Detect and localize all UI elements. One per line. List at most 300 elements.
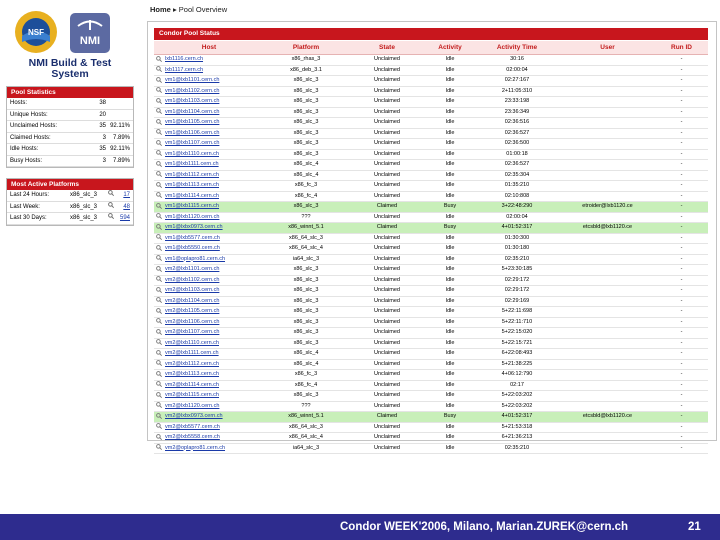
host-link[interactable]: vm2@lxbx0973.cern.ch: [165, 413, 223, 419]
platform-row: [7, 202, 133, 214]
cell-activity: Idle: [426, 233, 474, 244]
host-link[interactable]: vm2@lxb1112.cern.ch: [165, 360, 219, 367]
cell-activity: Idle: [426, 170, 474, 181]
search-icon[interactable]: [156, 245, 162, 251]
cell-platform: x86_slc_3: [264, 328, 348, 339]
cell-user: etroider@lxb1120.ce: [560, 202, 655, 213]
cell-time: 5+22:03:202: [474, 401, 560, 412]
cell-time: 2+11:05:310: [474, 86, 560, 97]
cell-state: Unclaimed: [348, 55, 426, 66]
cell-user: [560, 433, 655, 444]
cell-host: [154, 317, 264, 328]
cell-state: Claimed: [348, 223, 426, 234]
cell-user: [560, 86, 655, 97]
cell-activity: Idle: [426, 328, 474, 339]
host-link[interactable]: lxb1117.cern.ch: [165, 66, 204, 73]
table-row: [154, 359, 708, 370]
table-row: [154, 401, 708, 412]
cell-platform: x86_slc_3: [264, 317, 348, 328]
table-row: [154, 107, 708, 118]
search-icon[interactable]: [156, 308, 162, 314]
host-link[interactable]: vm2@lxb1105.cern.ch: [165, 308, 220, 314]
cell-time: 02:29:169: [474, 296, 560, 307]
breadcrumb-current: Pool Overview: [178, 5, 228, 14]
search-icon[interactable]: [156, 329, 162, 335]
platform-count-link[interactable]: 17: [123, 192, 130, 198]
cell-run: -: [655, 181, 708, 192]
cell-platform: ia64_slc_3: [264, 443, 348, 454]
column-header[interactable]: Host: [154, 41, 264, 55]
cell-host: [154, 244, 264, 255]
column-header[interactable]: Platform: [264, 41, 348, 55]
logo-line-1: NMI Build & Test: [28, 57, 112, 69]
pool-overview-panel: [147, 21, 717, 451]
search-icon[interactable]: [156, 423, 162, 429]
cell-activity: Idle: [426, 380, 474, 391]
cell-run: -: [655, 391, 708, 402]
stat-label: Unique Hosts:: [10, 111, 48, 118]
search-icon[interactable]: [156, 392, 162, 398]
cell-activity: Idle: [426, 443, 474, 454]
host-link[interactable]: vm1@lxb5550.cern.ch: [165, 245, 220, 251]
host-link[interactable]: vm1@oplapro81.cern.ch: [165, 255, 226, 262]
cell-platform: x86_slc_3: [264, 118, 348, 129]
cell-time: 02:17: [474, 380, 560, 391]
cell-time: 02:35:210: [474, 443, 560, 454]
cell-run: -: [655, 401, 708, 412]
stat-percent: 7.89%: [112, 157, 130, 164]
cell-user: [560, 76, 655, 87]
host-link[interactable]: vm1@lxb1111.cern.ch: [165, 161, 219, 167]
host-link[interactable]: vm2@lxb1120.cern.ch: [165, 402, 220, 409]
cell-activity: Idle: [426, 107, 474, 118]
cell-state: Unclaimed: [348, 391, 426, 402]
host-link[interactable]: vm1@lxb1106.cern.ch: [165, 129, 220, 136]
cell-platform: x86_slc_3: [264, 202, 348, 213]
column-header[interactable]: Activity Time: [474, 41, 560, 55]
cell-platform: x86_slc_4: [264, 349, 348, 360]
cell-user: [560, 254, 655, 265]
cell-host: [154, 380, 264, 391]
cell-host: [154, 191, 264, 202]
cell-platform: x86_fc_4: [264, 191, 348, 202]
column-header[interactable]: Activity: [426, 41, 474, 55]
search-icon[interactable]: [156, 203, 162, 209]
search-icon[interactable]: [156, 182, 162, 188]
host-link[interactable]: vm1@lxb1102.cern.ch: [165, 87, 220, 94]
search-icon[interactable]: [156, 318, 162, 324]
table-row: [154, 433, 708, 444]
search-icon[interactable]: [156, 371, 162, 377]
cell-time: 4+01:52:317: [474, 223, 560, 234]
cell-host: [154, 233, 264, 244]
cell-time: 5+21:38:225: [474, 359, 560, 370]
cell-host: [154, 107, 264, 118]
cell-host: [154, 128, 264, 139]
cell-activity: Idle: [426, 244, 474, 255]
host-link[interactable]: vm2@lxb1110.cern.ch: [165, 339, 219, 346]
host-link[interactable]: vm1@lxb1115.cern.ch: [165, 203, 219, 209]
search-icon[interactable]: [156, 66, 162, 72]
cell-activity: Idle: [426, 307, 474, 318]
host-link[interactable]: vm1@lxb1114.cern.ch: [165, 192, 219, 199]
stat-label: Unclaimed Hosts:: [10, 123, 58, 129]
cell-run: -: [655, 307, 708, 318]
host-link[interactable]: vm1@lxb1113.cern.ch: [165, 182, 219, 188]
stat-value: 3: [102, 134, 106, 141]
cell-time: 23:33:198: [474, 97, 560, 108]
search-icon[interactable]: [156, 266, 162, 272]
cell-time: 5+22:15:721: [474, 338, 560, 349]
table-row: [154, 338, 708, 349]
cell-time: 30:16: [474, 55, 560, 66]
cell-activity: Idle: [426, 401, 474, 412]
host-link[interactable]: vm2@lxb1113.cern.ch: [165, 371, 219, 377]
logo-line-2: System: [51, 68, 89, 80]
table-row: [154, 76, 708, 87]
cell-state: Unclaimed: [348, 65, 426, 76]
stat-row: [7, 144, 133, 156]
table-row: [154, 55, 708, 66]
cell-host: [154, 307, 264, 318]
cell-state: Unclaimed: [348, 149, 426, 160]
cell-user: [560, 181, 655, 192]
cell-state: Unclaimed: [348, 86, 426, 97]
host-link[interactable]: vm2@lxb5577.cern.ch: [165, 423, 220, 430]
cell-activity: Idle: [426, 76, 474, 87]
stat-row: [7, 110, 133, 122]
cell-host: [154, 139, 264, 150]
cell-activity: Idle: [426, 317, 474, 328]
cell-time: 5+23:30:185: [474, 265, 560, 276]
search-icon[interactable]: [156, 98, 162, 104]
cell-state: Unclaimed: [348, 170, 426, 181]
table-row: [154, 233, 708, 244]
platform-name: x86_slc_3: [70, 192, 98, 198]
cell-host: [154, 328, 264, 339]
cell-run: -: [655, 118, 708, 129]
cell-platform: x86_slc_3: [264, 275, 348, 286]
search-icon[interactable]: [156, 171, 162, 177]
cell-user: [560, 128, 655, 139]
cell-state: Unclaimed: [348, 359, 426, 370]
host-link[interactable]: vm1@lxbx0973.cern.ch: [165, 224, 223, 230]
cell-run: -: [655, 223, 708, 234]
cell-user: [560, 317, 655, 328]
cell-user: [560, 97, 655, 108]
cell-run: -: [655, 128, 708, 139]
cell-time: 6+22:08:493: [474, 349, 560, 360]
cell-state: Unclaimed: [348, 107, 426, 118]
cell-time: 4+01:52:317: [474, 412, 560, 423]
table-row: [154, 412, 708, 423]
host-link[interactable]: vm1@lxb1104.cern.ch: [165, 108, 220, 115]
cell-state: Unclaimed: [348, 244, 426, 255]
cell-time: 5+22:11:698: [474, 307, 560, 318]
host-link[interactable]: vm2@lxb1106.cern.ch: [165, 318, 220, 325]
search-icon[interactable]: [156, 350, 162, 356]
cell-host: [154, 286, 264, 297]
search-icon[interactable]: [156, 150, 162, 156]
stat-percent: 92.11%: [110, 123, 130, 129]
host-link[interactable]: vm1@lxb5577.cern.ch: [165, 234, 220, 241]
search-icon[interactable]: [156, 276, 162, 282]
search-icon[interactable]: [156, 224, 162, 230]
table-row: [154, 275, 708, 286]
logo-title: [6, 58, 134, 80]
cell-activity: Idle: [426, 391, 474, 402]
column-header[interactable]: User: [560, 41, 655, 55]
cell-state: Unclaimed: [348, 275, 426, 286]
cell-host: [154, 181, 264, 192]
host-link[interactable]: vm1@lxb1105.cern.ch: [165, 119, 220, 125]
search-icon[interactable]: [156, 297, 162, 303]
svg-text:NMI: NMI: [79, 35, 101, 47]
cell-run: -: [655, 338, 708, 349]
cell-platform: x86_slc_4: [264, 160, 348, 171]
cell-time: 4+06:12:790: [474, 370, 560, 381]
cell-time: 02:36:527: [474, 128, 560, 139]
search-icon[interactable]: [156, 119, 162, 125]
table-row: [154, 212, 708, 223]
stat-row: [7, 121, 133, 133]
stat-value: 20: [99, 111, 106, 118]
pool-status-title: Condor Pool Status: [154, 28, 708, 40]
search-icon[interactable]: [106, 213, 116, 224]
search-icon[interactable]: [156, 77, 162, 83]
cell-host: [154, 349, 264, 360]
table-row: [154, 202, 708, 213]
host-link[interactable]: vm1@lxb1101.cern.ch: [165, 77, 220, 83]
cell-host: [154, 422, 264, 433]
cell-host: [154, 275, 264, 286]
cell-activity: Idle: [426, 181, 474, 192]
table-row: [154, 254, 708, 265]
cell-time: 5+21:53:318: [474, 422, 560, 433]
cell-platform: x86_64_slc_3: [264, 233, 348, 244]
stat-percent: [106, 110, 130, 121]
host-link[interactable]: vm2@lxb1103.cern.ch: [165, 287, 220, 293]
breadcrumb-separator-icon: ▸: [172, 5, 177, 14]
host-link[interactable]: lxb1116.cern.ch: [165, 56, 204, 62]
nmi-badge-icon: [70, 13, 110, 53]
cell-platform: x86_64_slc_4: [264, 433, 348, 444]
cell-state: Unclaimed: [348, 443, 426, 454]
cell-user: [560, 244, 655, 255]
search-icon[interactable]: [106, 202, 116, 213]
cell-host: [154, 65, 264, 76]
host-link[interactable]: vm2@lxb1115.cern.ch: [165, 392, 219, 398]
table-row: [154, 139, 708, 150]
host-link[interactable]: vm2@lxb1102.cern.ch: [165, 276, 220, 283]
cell-activity: Idle: [426, 286, 474, 297]
table-row: [154, 170, 708, 181]
search-icon[interactable]: [156, 234, 162, 240]
cell-run: -: [655, 380, 708, 391]
svg-text:NSF: NSF: [28, 28, 44, 37]
host-link[interactable]: vm2@lxb1111.cern.ch: [165, 350, 219, 356]
cell-run: -: [655, 412, 708, 423]
cell-platform: x86_slc_3: [264, 296, 348, 307]
cell-activity: Idle: [426, 275, 474, 286]
stat-percent: 7.89%: [112, 134, 130, 141]
column-header[interactable]: State: [348, 41, 426, 55]
search-icon[interactable]: [156, 444, 162, 450]
cell-host: [154, 391, 264, 402]
platform-count-link[interactable]: 594: [119, 215, 130, 221]
cell-state: Unclaimed: [348, 265, 426, 276]
stat-row: [7, 98, 133, 110]
table-row: [154, 443, 708, 454]
search-icon[interactable]: [156, 413, 162, 419]
cell-state: Claimed: [348, 412, 426, 423]
cell-user: [560, 265, 655, 276]
host-link[interactable]: vm2@oplapro81.cern.ch: [165, 444, 226, 451]
cell-activity: Idle: [426, 86, 474, 97]
cell-run: -: [655, 86, 708, 97]
host-link[interactable]: vm1@lxb1110.cern.ch: [165, 150, 219, 157]
search-icon[interactable]: [156, 56, 162, 62]
cell-user: [560, 275, 655, 286]
cell-time: 02:36:527: [474, 160, 560, 171]
nmi-logo: [6, 6, 134, 82]
cell-user: [560, 401, 655, 412]
cell-platform: x86_slc_3: [264, 338, 348, 349]
cell-host: [154, 118, 264, 129]
cell-activity: Idle: [426, 338, 474, 349]
search-icon[interactable]: [156, 434, 162, 440]
cell-run: -: [655, 349, 708, 360]
host-link[interactable]: vm1@lxb1103.cern.ch: [165, 98, 220, 104]
table-row: [154, 160, 708, 171]
cell-run: -: [655, 286, 708, 297]
search-icon[interactable]: [156, 360, 162, 366]
search-icon[interactable]: [156, 129, 162, 135]
cell-activity: Idle: [426, 55, 474, 66]
cell-platform: x86_slc_3: [264, 97, 348, 108]
cell-run: -: [655, 65, 708, 76]
host-link[interactable]: vm1@lxb1120.cern.ch: [165, 213, 220, 220]
cell-host: [154, 370, 264, 381]
cell-platform: x86_slc_4: [264, 359, 348, 370]
table-row: [154, 65, 708, 76]
footer-text: Condor WEEK'2006, Milano, Marian.ZUREK@cern.ch: [340, 521, 629, 533]
cell-state: Unclaimed: [348, 338, 426, 349]
search-icon[interactable]: [156, 140, 162, 146]
cell-user: [560, 328, 655, 339]
cell-run: -: [655, 139, 708, 150]
cell-run: -: [655, 433, 708, 444]
cell-activity: Busy: [426, 223, 474, 234]
host-link[interactable]: vm2@lxb5558.cern.ch: [165, 434, 220, 440]
cell-user: [560, 391, 655, 402]
cell-time: 6+21:36:213: [474, 433, 560, 444]
cell-host: [154, 160, 264, 171]
cell-platform: x86_slc_3: [264, 149, 348, 160]
cell-user: [560, 139, 655, 150]
cell-user: [560, 107, 655, 118]
cell-state: Unclaimed: [348, 380, 426, 391]
cell-state: Claimed: [348, 202, 426, 213]
breadcrumb-home-link[interactable]: Home: [150, 5, 171, 14]
search-icon[interactable]: [156, 108, 162, 114]
cell-state: Unclaimed: [348, 286, 426, 297]
platform-name: x86_slc_3: [70, 215, 98, 221]
search-icon[interactable]: [156, 255, 162, 261]
search-icon[interactable]: [156, 381, 162, 387]
cell-state: Unclaimed: [348, 401, 426, 412]
cell-time: 5+22:15:020: [474, 328, 560, 339]
search-icon[interactable]: [156, 87, 162, 93]
cell-host: [154, 97, 264, 108]
host-link[interactable]: vm2@lxb1114.cern.ch: [165, 381, 219, 388]
pool-statistics-panel: [6, 86, 134, 168]
column-header[interactable]: Run ID: [655, 41, 708, 55]
cell-host: [154, 202, 264, 213]
cell-activity: Idle: [426, 65, 474, 76]
cell-host: [154, 86, 264, 97]
search-icon[interactable]: [156, 213, 162, 219]
search-icon[interactable]: [156, 402, 162, 408]
table-row: [154, 149, 708, 160]
search-icon[interactable]: [156, 287, 162, 293]
cell-activity: Idle: [426, 359, 474, 370]
search-icon[interactable]: [156, 161, 162, 167]
cell-time: 02:29:172: [474, 275, 560, 286]
active-platforms-panel: [6, 178, 134, 226]
cell-run: -: [655, 149, 708, 160]
cell-user: etcsbld@lxb1120.ce: [560, 223, 655, 234]
search-icon[interactable]: [106, 190, 116, 201]
host-link[interactable]: vm2@lxb1104.cern.ch: [165, 297, 220, 304]
host-link[interactable]: vm1@lxb1107.cern.ch: [165, 140, 220, 146]
cell-time: 3+22:48:290: [474, 202, 560, 213]
cell-state: Unclaimed: [348, 233, 426, 244]
cell-host: [154, 254, 264, 265]
cell-platform: x86_winnt_5.1: [264, 223, 348, 234]
cell-host: [154, 170, 264, 181]
slide-footer: [0, 514, 720, 540]
cell-state: Unclaimed: [348, 370, 426, 381]
search-icon[interactable]: [156, 192, 162, 198]
host-link[interactable]: vm2@lxb1107.cern.ch: [165, 329, 220, 335]
table-row: [154, 391, 708, 402]
cell-user: [560, 286, 655, 297]
cell-state: Unclaimed: [348, 181, 426, 192]
stat-label: Claimed Hosts:: [10, 134, 51, 141]
cell-platform: x86_64_slc_3: [264, 422, 348, 433]
platform-row: [7, 213, 133, 225]
platform-period: Last 24 Hours:: [10, 192, 50, 198]
pool-table-body: [154, 55, 708, 454]
platform-count-link[interactable]: 48: [123, 203, 130, 210]
table-row: [154, 128, 708, 139]
cell-state: Unclaimed: [348, 254, 426, 265]
table-row: [154, 86, 708, 97]
search-icon[interactable]: [156, 339, 162, 345]
cell-platform: x86_64_slc_4: [264, 244, 348, 255]
host-link[interactable]: vm2@lxb1101.cern.ch: [165, 266, 220, 272]
cell-platform: x86_fc_3: [264, 370, 348, 381]
cell-activity: Idle: [426, 422, 474, 433]
host-link[interactable]: vm1@lxb1112.cern.ch: [165, 171, 219, 178]
cell-user: [560, 422, 655, 433]
cell-state: Unclaimed: [348, 212, 426, 223]
cell-platform: x86_slc_3: [264, 391, 348, 402]
table-row: [154, 296, 708, 307]
cell-time: 02:29:172: [474, 286, 560, 297]
table-row: [154, 118, 708, 129]
